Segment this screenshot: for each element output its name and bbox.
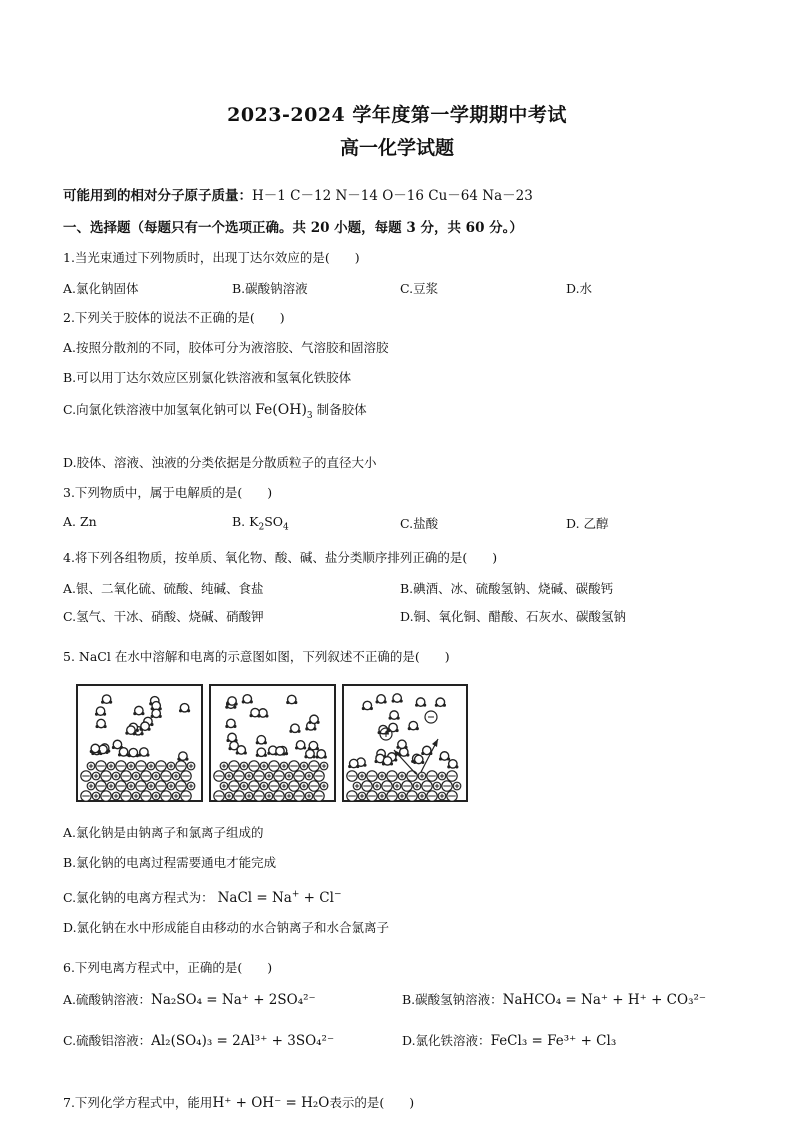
sodium-ion [172,772,180,780]
water-molecule [256,736,267,745]
sodium-ion [245,772,253,780]
chloride-ion [121,771,131,781]
water-molecule [101,695,112,704]
chloride-ion [229,781,239,791]
formula-subscript: 2 [258,522,265,533]
sodium-ion [393,782,401,790]
sodium-ion [112,792,120,800]
sodium-ion [358,772,366,780]
chloride-ion [387,771,397,781]
q2-option-c-tail: 制备胶体 [316,402,367,417]
equation-superscript: + [291,889,300,900]
chloride-ion [289,761,299,771]
chloride-ion [156,781,166,791]
water-molecule [138,748,149,757]
q4-stem: 4.将下列各组物质，按单质、氧化物、酸、碱、盐分类顺序排列正确的是( ) [63,550,498,565]
chloride-ion [81,791,91,801]
q3-option-d: D. 乙醇 [566,516,609,531]
sodium-ion [285,792,293,800]
sodium-ion [438,772,446,780]
water-molecule [95,719,106,728]
q2-option-d: D.胶体、溶液、浊液的分类依据是分散质粒子的直径大小 [63,455,377,470]
chloride-ion [116,781,126,791]
chloride-ion [181,771,191,781]
sodium-ion [280,762,288,770]
chloride-ion [136,761,146,771]
q2-option-c-text: C.向氯化铁溶液中加氢氧化钠可以 [63,402,252,417]
sodium-ion [413,782,421,790]
water-molecule [249,708,260,717]
q7-stem-text: 7.下列化学方程式中，能用 [63,1095,213,1110]
relative-masses [63,184,533,204]
chloride-ion [96,781,106,791]
sodium-ion [300,782,308,790]
sodium-ion [260,782,268,790]
water-molecule [392,694,403,703]
q1-option-b: B.碳酸钠溶液 [232,281,308,296]
sodium-ion [127,782,135,790]
q1-stem: 1.当光束通过下列物质时，出现丁达尔效应的是( ) [63,250,360,265]
q5-option-b: B.氯化钠的电离过程需要通电才能完成 [63,855,277,870]
water-molecule [295,741,306,750]
q1-option-d: D.水 [566,281,593,296]
sodium-ion [112,772,120,780]
water-molecule [179,704,190,713]
sodium-ion [240,762,248,770]
q4-option-d: D.铜、氧化铜、醋酸、石灰水、碳酸氢钠 [400,609,627,624]
sodium-ion [418,772,426,780]
sodium-ion [280,782,288,790]
chloride-ion [121,791,131,801]
sodium-ion [87,762,95,770]
sodium-ion [132,792,140,800]
q6-option-b [402,990,706,1008]
chloride-ion [141,771,151,781]
q2-option-c-formula [255,402,313,421]
chloride-ion [274,791,284,801]
sodium-ion [132,772,140,780]
q6-option-a-equation: Na₂SO₄ = Na⁺ + 2SO₄²⁻ [151,992,316,1008]
chloride-ion [442,781,452,791]
section-heading: 一、选择题（每题只有一个选项正确。共 20 小题，每题 3 分，共 60 分。） [63,220,523,236]
chloride-ion [269,781,279,791]
chloride-ion [181,791,191,801]
q5-option-c [63,888,341,906]
sodium-ion [320,762,328,770]
q2-option-c [63,400,367,421]
sodium-ion [305,792,313,800]
sodium-ion [187,762,195,770]
water-molecule [289,724,300,733]
sodium-ion [285,772,293,780]
q3-option-a: A. Zn [63,514,97,529]
chloride-ion [382,781,392,791]
equation-part: NaCl = Na [217,890,292,906]
chloride-ion [229,761,239,771]
water-molecule [133,706,144,715]
q3-stem: 3.下列物质中，属于电解质的是( ) [63,485,273,500]
chloride-ion [254,771,264,781]
chloride-ion [141,791,151,801]
water-molecule [378,725,389,734]
chloride-ion [101,771,111,781]
sodium-ion [358,792,366,800]
water-molecule [375,695,386,704]
q6-option-b-equation: NaHCO₄ = Na⁺ + H⁺ + CO₃²⁻ [502,992,707,1008]
q1-option-c: C.豆浆 [400,281,439,296]
sodium-ion [378,792,386,800]
chloride-ion [101,791,111,801]
water-molecule [256,748,267,757]
q6-option-d-equation: FeCl₃ = Fe³⁺ + Cl₃ [490,1033,617,1049]
equation-superscript: − [333,889,342,900]
chloride-ion [254,791,264,801]
q4-option-b: B.碘酒、冰、硫酸氢钠、烧碱、碳酸钙 [400,581,614,596]
q6-option-a-label: A.硫酸钠溶液： [63,992,152,1007]
chloride-ion [347,791,357,801]
water-molecule [447,760,458,769]
chloride-ion [407,791,417,801]
sodium-ion [245,792,253,800]
sodium-ion [127,762,135,770]
sodium-ion [220,762,228,770]
sodium-ion [265,772,273,780]
water-molecule [90,744,101,753]
q4-option-c: C.氢气、干冰、硝酸、烧碱、硝酸钾 [63,609,264,624]
water-molecule [408,721,419,730]
chloride-ion [249,781,259,791]
sodium-ion [167,762,175,770]
sodium-ion [378,772,386,780]
nacl-dissolution-figure [76,684,468,802]
water-molecule [362,701,373,710]
sodium-ion [398,792,406,800]
q6-option-b-label: B.碳酸氢钠溶液： [402,992,503,1007]
q5-option-c-equation [218,890,342,906]
sodium-ion [438,792,446,800]
chloride-ion [116,761,126,771]
water-molecule [316,750,327,759]
water-molecule [415,698,426,707]
chloride-ion [367,771,377,781]
water-molecule [396,740,407,749]
sodium-ion [167,782,175,790]
water-molecule [226,733,237,742]
sodium-ion [300,762,308,770]
sodium-ion [147,762,155,770]
formula-main: Fe(OH) [255,402,307,418]
sodium-ion [220,782,228,790]
sodium-ion [107,762,115,770]
sodium-ion [418,792,426,800]
sodium-ion [265,792,273,800]
chloride-ion [294,791,304,801]
chloride-ion [176,761,186,771]
q6-option-c [63,1031,334,1049]
water-molecule [236,746,247,755]
water-molecule [139,722,150,731]
sodium-ion [240,782,248,790]
chloride-ion [234,791,244,801]
sodium-ion [373,782,381,790]
water-molecule [413,755,424,764]
water-molecule [389,711,400,720]
water-molecule [125,726,136,735]
exam-title: 2023-2024 学年度第一学期期中考试 [227,104,567,126]
water-molecule [95,707,106,716]
sodium-ion [320,782,328,790]
water-molecule [274,747,285,756]
chloride-ion [269,761,279,771]
chloride-ion [367,791,377,801]
formula-subscript: 3 [306,410,313,421]
chloride-ion [161,791,171,801]
formula-main: SO [264,514,284,529]
q5-option-a: A.氯化钠是由钠离子和氯离子组成的 [63,825,264,840]
chloride-ion [314,771,324,781]
water-molecule [348,759,359,768]
q2-stem: 2.下列关于胶体的说法不正确的是( ) [63,310,285,325]
relative-masses-label: 可能用到的相对分子原子质量： [63,188,252,204]
water-molecule [398,748,409,757]
q4-option-a: A.银、二氧化硫、硫酸、纯碱、食盐 [63,581,264,596]
chloride-ion [447,791,457,801]
water-molecule [387,723,398,732]
chloride-ion [96,761,106,771]
sodium-ion [107,782,115,790]
sodium-ion [225,792,233,800]
sodium-ion [260,762,268,770]
formula-main: B. K [232,514,259,529]
chloride-ion [387,791,397,801]
sodium-ion [398,772,406,780]
q7-stem [63,1093,414,1111]
chloride-ion [234,771,244,781]
q6-option-d-label: D.氯化铁溶液： [402,1033,491,1048]
water-molecule [308,715,319,724]
q2-option-b: B.可以用丁达尔效应区别氯化铁溶液和氢氧化铁胶体 [63,370,352,385]
sodium-ion [225,772,233,780]
water-molecule [177,752,188,761]
water-molecule [128,748,139,757]
q7-stem-tail: 表示的是( ) [329,1095,415,1110]
chloride-ion [214,791,224,801]
q5-option-c-text: C.氯化钠的电离方程式为： [63,890,214,905]
water-molecule [304,750,315,759]
chloride-ion [214,771,224,781]
sodium-ion [87,782,95,790]
chloride-ion [422,781,432,791]
chloride-ion [294,771,304,781]
sodium-ion [92,772,100,780]
q3-option-b [232,514,289,533]
chloride-ion [407,771,417,781]
sodium-ion [92,792,100,800]
q1-option-a: A.氯化钠固体 [63,281,139,296]
formula-subscript: 4 [283,522,289,533]
sodium-ion [353,782,361,790]
q6-option-c-label: C.硫酸铝溶液： [63,1033,152,1048]
q6-option-a [63,990,316,1008]
chloride-ion [274,771,284,781]
relative-masses-values: H－1 C－12 N－14 O－16 Cu－64 Na－23 [252,188,533,204]
chloride-ion [427,771,437,781]
sodium-ion [305,772,313,780]
chloride-ion [136,781,146,791]
water-molecule [226,697,237,706]
q2-option-a: A.按照分散剂的不同，胶体可分为液溶胶、气溶胶和固溶胶 [63,340,389,355]
chloride-ion [402,781,412,791]
water-molecule [242,695,253,704]
water-molecule [151,709,162,718]
q5-stem: 5. NaCl 在水中溶解和电离的示意图如图，下列叙述不正确的是( ) [63,649,450,664]
sodium-ion [152,792,160,800]
chloride-ion [427,791,437,801]
water-molecule [118,748,129,757]
sodium-ion [147,782,155,790]
chloride-ion [309,781,319,791]
chloride-ion [249,761,259,771]
sodium-ion [187,782,195,790]
sodium-ion [453,782,461,790]
q6-option-c-equation: Al₂(SO₄)₃ = 2Al³⁺ + 3SO₄²⁻ [151,1033,335,1049]
chloride-ion [81,771,91,781]
q3-option-c: C.盐酸 [400,516,439,531]
sodium-ion [152,772,160,780]
water-molecule [435,698,446,707]
chloride-ion [347,771,357,781]
q6-option-d [402,1031,616,1049]
chloride-ion [447,771,457,781]
chloride-ion [309,761,319,771]
exam-subtitle: 高一化学试题 [339,137,454,159]
crystal-lattice-3 [347,771,461,801]
chloride-ion [176,781,186,791]
equation-part: + Cl [299,890,334,906]
sodium-ion [433,782,441,790]
water-molecule [439,752,450,761]
chloride-ion [289,781,299,791]
chloride-ion [156,761,166,771]
water-molecule [225,719,236,728]
water-molecule [286,695,297,704]
chloride-ion [161,771,171,781]
q6-stem: 6.下列电离方程式中，正确的是( ) [63,960,273,975]
chloride-ion [362,781,372,791]
sodium-ion [172,792,180,800]
q7-stem-equation: H⁺ + OH⁻ = H₂O [212,1095,330,1111]
water-molecule [382,757,393,766]
chloride-ion [314,791,324,801]
q5-option-d: D.氯化钠在水中形成能自由移动的水合钠离子和水合氯离子 [63,920,390,935]
